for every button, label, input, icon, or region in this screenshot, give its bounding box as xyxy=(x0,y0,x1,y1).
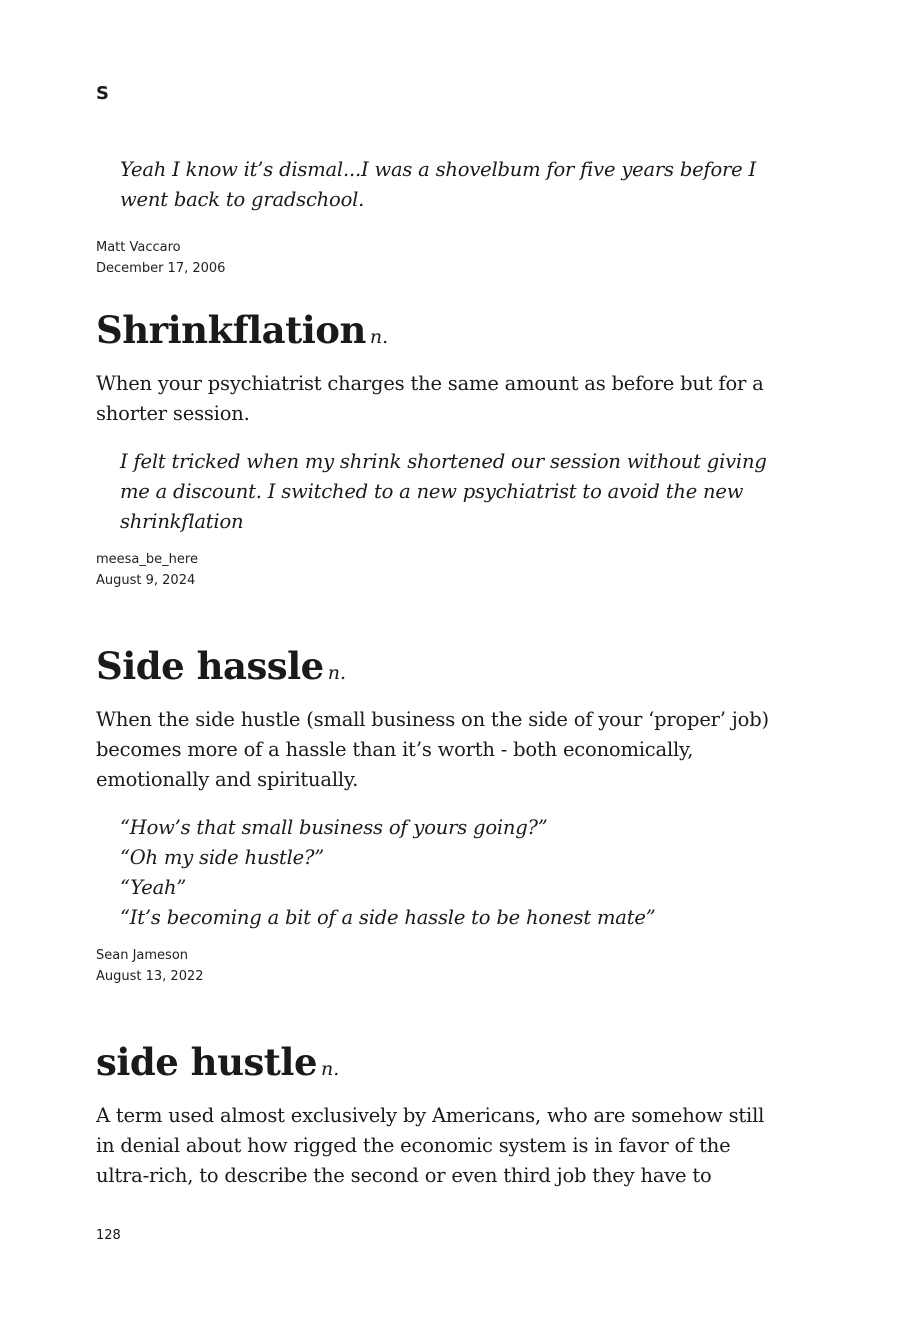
entry-side-hassle xyxy=(96,644,776,987)
example-quote: I felt tricked when my shrink shortened our session without giving me a discount. I switched to a new psychiatrist to avoid the new shrinkflation xyxy=(120,450,767,533)
headword xyxy=(96,308,776,359)
part-of-speech: n. xyxy=(321,1058,340,1080)
entry-date: December 17, 2006 xyxy=(96,261,226,276)
headword-text: Shrinkflation xyxy=(96,308,366,352)
entry-side-hustle xyxy=(96,1040,776,1191)
continued-entry xyxy=(96,137,776,279)
part-of-speech: n. xyxy=(327,662,346,684)
author-name: meesa_be_here xyxy=(96,552,198,567)
page-number: 128 xyxy=(96,1228,121,1243)
entry-meta xyxy=(96,237,776,279)
entry-date: August 13, 2022 xyxy=(96,969,204,984)
entry-date: August 9, 2024 xyxy=(96,573,196,588)
dictionary-page xyxy=(96,0,776,1331)
author-name: Matt Vaccaro xyxy=(96,240,181,255)
definition: A term used almost exclusively by Americans, who are somehow still in denial about how rigged the economic system is in favor of the ultra-rich, to describe the second or even third job they have to xyxy=(96,1104,765,1187)
example-quote: “How’s that small business of yours going?” “Oh my side hustle?” “Yeah” “It’s becoming a bit of a side hassle to be honest mate” xyxy=(120,816,656,929)
entry-meta xyxy=(96,945,776,987)
example-quote: Yeah I know it’s dismal...I was a shovelbum for five years before I went back to gradschool. xyxy=(120,158,756,211)
headword-text: Side hassle xyxy=(96,644,324,688)
definition: When your psychiatrist charges the same amount as before but for a shorter session. xyxy=(96,372,764,425)
definition: When the side hustle (small business on the side of your ‘proper’ job) becomes more of a hassle than it’s worth - both economically, emotionally and spiritually. xyxy=(96,708,769,791)
section-letter: S xyxy=(96,83,109,104)
entry-shrinkflation xyxy=(96,308,776,591)
headword-text: side hustle xyxy=(96,1040,317,1084)
part-of-speech: n. xyxy=(369,326,389,348)
entry-meta xyxy=(96,549,776,591)
author-name: Sean Jameson xyxy=(96,948,189,963)
headword xyxy=(96,1040,776,1091)
headword xyxy=(96,644,776,695)
